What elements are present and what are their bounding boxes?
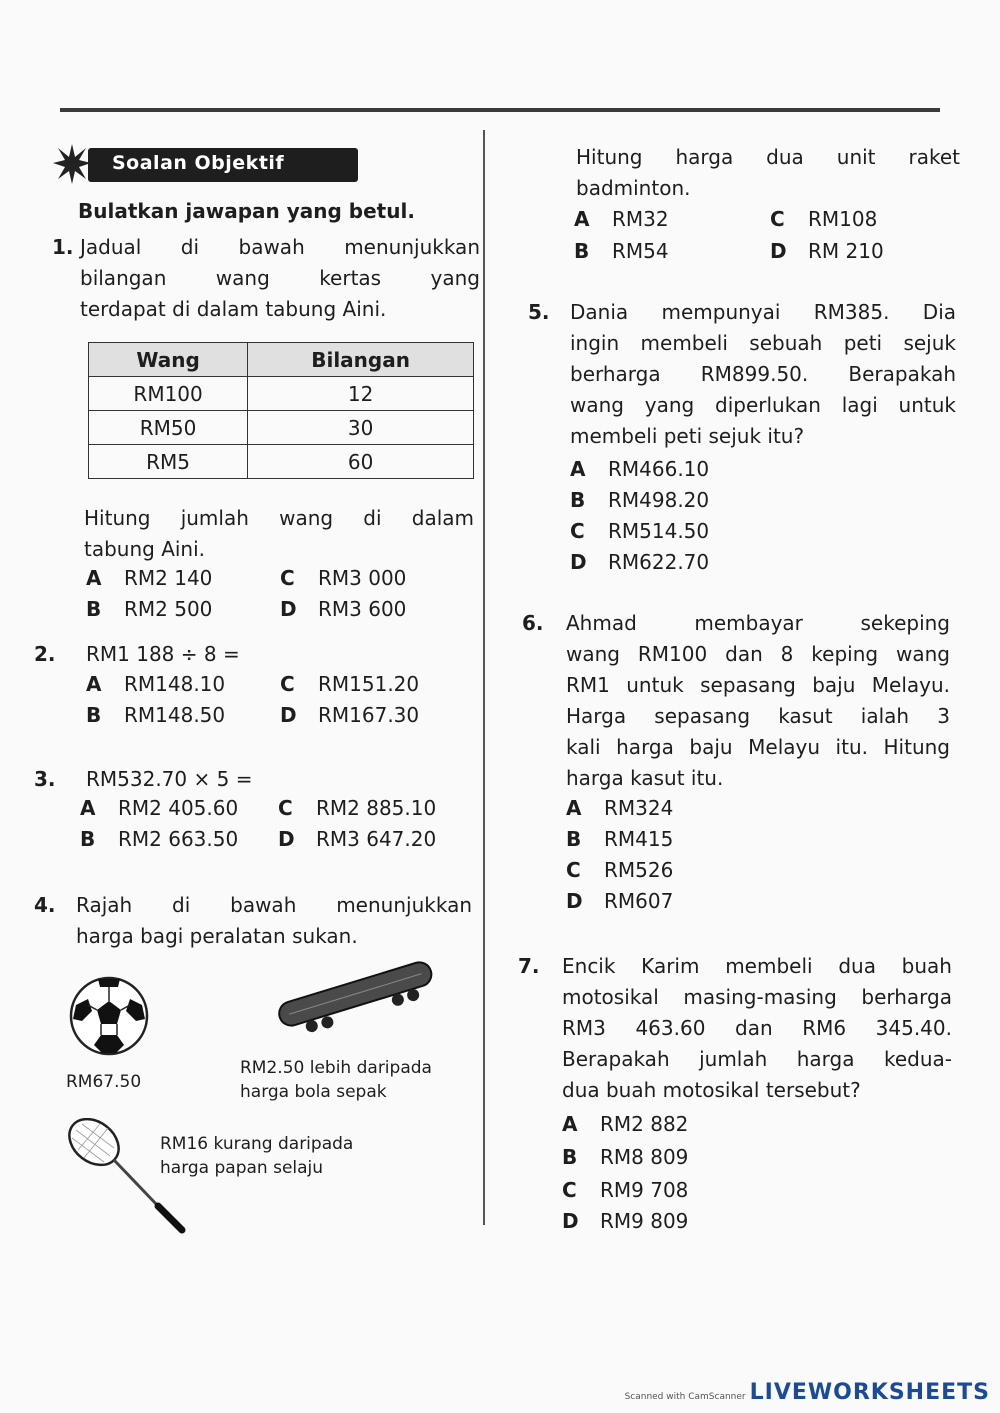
starburst-icon — [52, 142, 92, 188]
option-text: RM151.20 — [318, 672, 420, 696]
stem-line: dua buah motosikal tersebut? — [562, 1078, 861, 1102]
option-text: RM3 600 — [318, 597, 407, 621]
stem-line: Harga sepasang kasut ialah 3 — [566, 704, 950, 728]
option-d[interactable]: D RM3 647.20 — [278, 827, 437, 851]
question-4-prompt — [576, 142, 960, 204]
option-text: RM108 — [808, 207, 878, 231]
brand-text: LIVEWORKSHEETS — [749, 1380, 990, 1405]
option-text: RM3 647.20 — [316, 827, 437, 851]
stem-line: wang yang diperlukan lagi untuk — [570, 393, 956, 417]
question-4 — [34, 890, 472, 952]
column-header: Bilangan — [248, 343, 474, 377]
question-3 — [34, 764, 252, 795]
stem-line: Rajah di bawah menunjukkan — [76, 893, 472, 917]
option-c[interactable]: C RM108 — [770, 207, 878, 231]
stem-line: RM1 untuk sepasang baju Melayu. — [566, 673, 950, 697]
table-row — [89, 411, 474, 445]
table-header-row — [89, 343, 474, 377]
question-number: 2. — [34, 642, 56, 666]
instruction: Bulatkan jawapan yang betul. — [78, 199, 415, 223]
stem-line: Dania mempunyai RM385. Dia — [570, 300, 956, 324]
stem-line: bilangan wang kertas yang — [80, 266, 480, 290]
option-text: RM607 — [604, 889, 674, 913]
option-text: RM2 885.10 — [316, 796, 437, 820]
stem-line: wang RM100 dan 8 keping wang — [566, 642, 950, 666]
table-row — [89, 377, 474, 411]
question-6 — [522, 608, 950, 794]
stem-line: harga kasut itu. — [566, 766, 724, 790]
column-divider — [483, 130, 485, 1225]
stem-line: membeli peti sejuk itu? — [570, 424, 805, 448]
option-text: RM54 — [612, 239, 669, 263]
option-text: RM324 — [604, 796, 674, 820]
question-number: 5. — [528, 300, 550, 324]
soccer-ball-icon — [68, 975, 150, 1057]
table-cell: RM100 — [89, 377, 248, 411]
stem-line: RM3 463.60 dan RM6 345.40. — [562, 1016, 952, 1040]
option-a[interactable]: A RM32 — [574, 207, 669, 231]
badge-title: Soalan Objektif — [112, 152, 285, 174]
option-text: RM2 882 — [600, 1112, 689, 1136]
ball-price: RM67.50 — [66, 1072, 142, 1092]
option-b[interactable]: B RM498.20 — [570, 488, 710, 512]
option-b[interactable]: B RM2 500 — [86, 597, 213, 621]
stem-line: berharga RM899.50. Berapakah — [570, 362, 956, 386]
option-text: RM2 663.50 — [118, 827, 239, 851]
prompt-line: Hitung harga dua unit raket — [576, 145, 960, 169]
stem-line: terdapat di dalam tabung Aini. — [80, 297, 387, 321]
option-c[interactable]: C RM514.50 — [570, 519, 710, 543]
option-text: RM9 708 — [600, 1178, 689, 1202]
question-1-prompt — [84, 503, 474, 565]
option-text: RM526 — [604, 858, 674, 882]
table-cell: 30 — [248, 411, 474, 445]
prompt-line: Hitung jumlah wang di dalam — [84, 506, 474, 530]
question-1 — [52, 232, 480, 325]
option-b[interactable]: B RM415 — [566, 827, 674, 851]
stem: RM1 188 ÷ 8 = — [86, 642, 240, 666]
option-text: RM3 000 — [318, 566, 407, 590]
option-a[interactable]: A RM2 882 — [562, 1112, 689, 1136]
option-d[interactable]: D RM 210 — [770, 239, 884, 263]
option-text: RM415 — [604, 827, 674, 851]
option-c[interactable]: C RM526 — [566, 858, 674, 882]
option-c[interactable]: C RM3 000 — [280, 566, 407, 590]
option-a[interactable]: A RM2 405.60 — [80, 796, 239, 820]
question-5 — [528, 297, 956, 452]
table-cell: 60 — [248, 445, 474, 479]
question-2 — [34, 639, 240, 670]
caption-line: harga papan selaju — [160, 1158, 324, 1178]
caption-line: RM16 kurang daripada — [160, 1134, 354, 1154]
option-text: RM148.50 — [124, 703, 226, 727]
option-b[interactable]: B RM54 — [574, 239, 669, 263]
option-text: RM8 809 — [600, 1145, 689, 1169]
skateboard-caption — [240, 1056, 432, 1104]
option-d[interactable]: D RM9 809 — [562, 1209, 689, 1233]
liveworksheets-watermark — [625, 1380, 990, 1405]
option-text: RM514.50 — [608, 519, 710, 543]
option-d[interactable]: D RM3 600 — [280, 597, 407, 621]
option-c[interactable]: C RM9 708 — [562, 1178, 689, 1202]
table-cell: 12 — [248, 377, 474, 411]
racket-caption — [160, 1132, 353, 1180]
prompt-line: badminton. — [576, 176, 691, 200]
option-a[interactable]: A RM466.10 — [570, 457, 710, 481]
option-text: RM2 405.60 — [118, 796, 239, 820]
top-divider — [60, 108, 940, 112]
option-text: RM 210 — [808, 239, 884, 263]
option-c[interactable]: C RM2 885.10 — [278, 796, 437, 820]
stem-line: motosikal masing-masing berharga — [562, 985, 952, 1009]
question-number: 7. — [518, 954, 540, 978]
money-table — [88, 342, 474, 479]
option-text: RM9 809 — [600, 1209, 689, 1233]
question-number: 3. — [34, 767, 56, 791]
option-d[interactable]: D RM622.70 — [570, 550, 710, 574]
option-text: RM32 — [612, 207, 669, 231]
option-c[interactable]: C RM151.20 — [280, 672, 420, 696]
scanned-text: Scanned with CamScanner — [624, 1392, 746, 1402]
question-number: 6. — [522, 611, 544, 635]
option-text: RM466.10 — [608, 457, 710, 481]
caption-line: RM2.50 lebih daripada — [240, 1058, 432, 1078]
option-b[interactable]: B RM148.50 — [86, 703, 226, 727]
stem-line: ingin membeli sebuah peti sejuk — [570, 331, 956, 355]
caption-line: harga bola sepak — [240, 1082, 387, 1102]
option-b[interactable]: B RM8 809 — [562, 1145, 689, 1169]
option-text: RM148.10 — [124, 672, 226, 696]
option-b[interactable]: B RM2 663.50 — [80, 827, 239, 851]
stem-line: Ahmad membayar sekeping — [566, 611, 950, 635]
table-cell: RM5 — [89, 445, 248, 479]
question-number: 1. — [52, 235, 74, 259]
stem-line: kali harga baju Melayu itu. Hitung — [566, 735, 950, 759]
skateboard-icon — [270, 950, 440, 1036]
stem-line: Jadual di bawah menunjukkan — [80, 235, 480, 259]
option-text: RM622.70 — [608, 550, 710, 574]
option-text: RM2 140 — [124, 566, 213, 590]
option-text: RM167.30 — [318, 703, 420, 727]
table-cell: RM50 — [89, 411, 248, 445]
table-row — [89, 445, 474, 479]
stem-line: Encik Karim membeli dua buah — [562, 954, 952, 978]
stem-line: Berapakah jumlah harga kedua- — [562, 1047, 952, 1071]
stem-line: harga bagi peralatan sukan. — [76, 924, 358, 948]
option-d[interactable]: D RM167.30 — [280, 703, 420, 727]
option-text: RM2 500 — [124, 597, 213, 621]
prompt-line: tabung Aini. — [84, 537, 206, 561]
option-a[interactable]: A RM2 140 — [86, 566, 213, 590]
question-number: 4. — [34, 893, 56, 917]
column-header: Wang — [89, 343, 248, 377]
option-a[interactable]: A RM148.10 — [86, 672, 226, 696]
option-d[interactable]: D RM607 — [566, 889, 674, 913]
stem: RM532.70 × 5 = — [86, 767, 253, 791]
section-badge — [52, 142, 358, 188]
option-text: RM498.20 — [608, 488, 710, 512]
option-a[interactable]: A RM324 — [566, 796, 674, 820]
question-7 — [518, 951, 952, 1106]
